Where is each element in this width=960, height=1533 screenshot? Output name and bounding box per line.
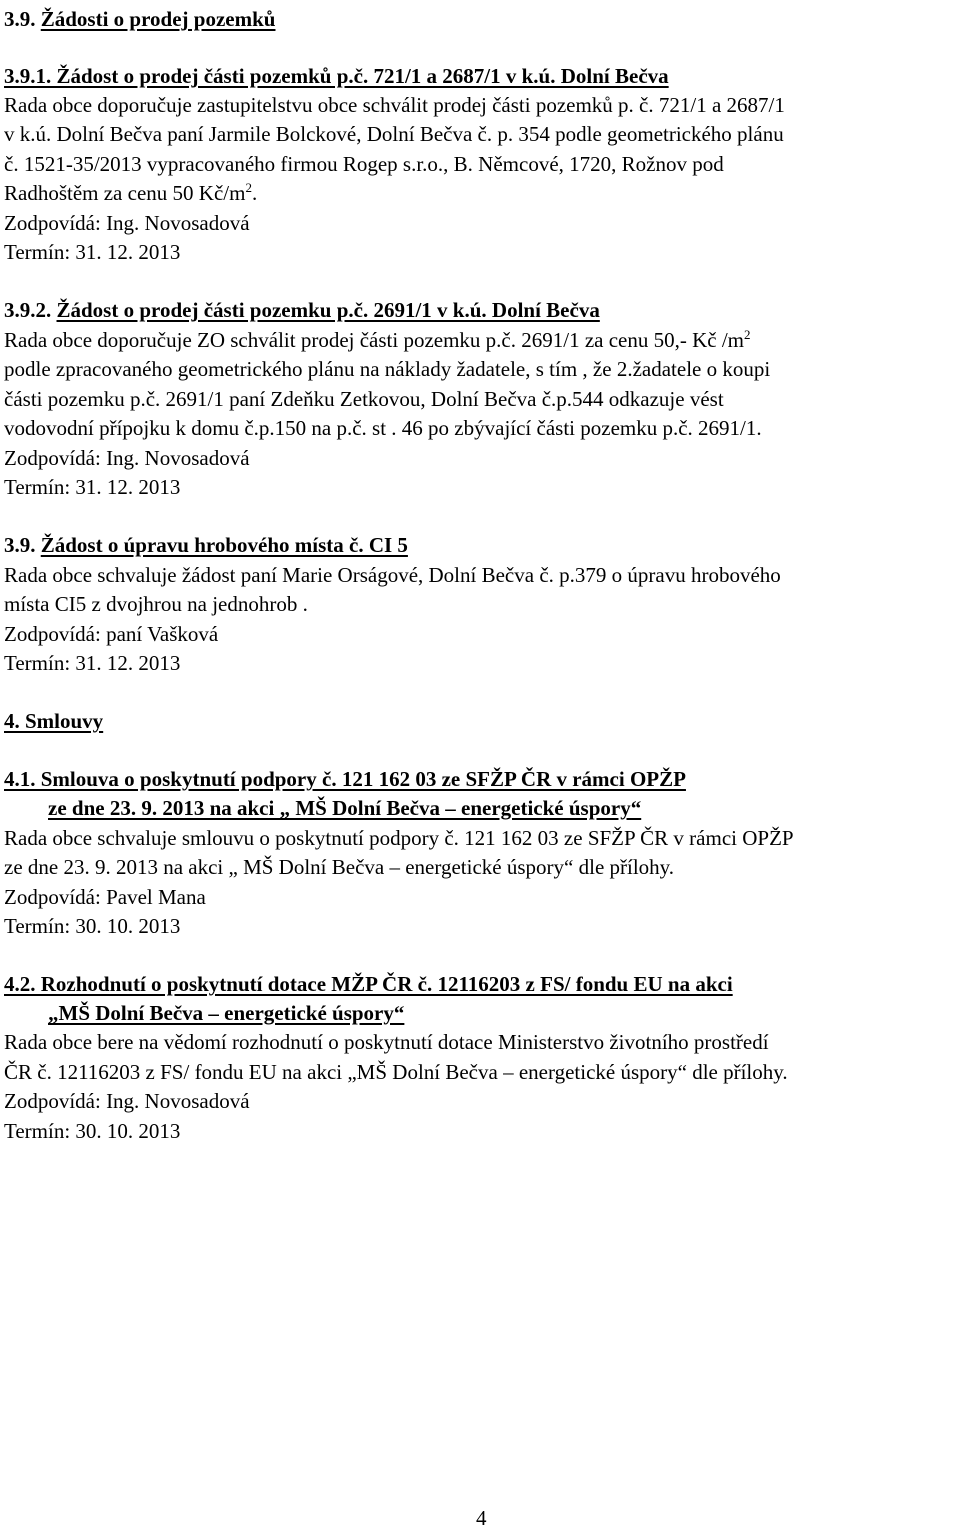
deadline-line: Termín: 30. 10. 2013 [4, 1119, 181, 1143]
paragraph-line: ČR č. 12116203 z FS/ fondu EU na akci „MŠ Dolní Bečva – energetické úspory“ dle přílohy. [4, 1060, 788, 1084]
section-4-1-heading: 4.1. Smlouva o poskytnutí podpory č. 121 162 03 ze SFŽP ČR v rámci OPŽP [4, 767, 686, 791]
paragraph-line: Radhoštěm za cenu 50 $Kč/m^2$. [4, 180, 258, 205]
section-4-heading: 4. Smlouvy [4, 709, 104, 733]
paragraph-line: v k.ú. Dolní Bečva paní Jarmile Bolckové, Dolní Bečva č. p. 354 podle geometrického plánu [4, 122, 784, 146]
paragraph-line: č. 1521-35/2013 vypracovaného firmou Rogep s.r.o., B. Němcové, 1720, Rožnov pod [4, 152, 724, 176]
section-3-9-1-heading: 3.9.1. Žádost o prodej části pozemků p.č. 721/1 a 2687/1 v k.ú. Dolní Bečva [4, 64, 669, 88]
paragraph-line: místa CI5 z dvojhrou na jednohrob . [4, 592, 308, 616]
paragraph-line: Rada obce schvaluje smlouvu o poskytnutí podpory č. 121 162 03 ze SFŽP ČR v rámci OPŽP [4, 826, 794, 850]
deadline-line: Termín: 31. 12. 2013 [4, 475, 181, 499]
responsible-line: Zodpovídá: Pavel Mana [4, 885, 206, 909]
paragraph-line: Rada obce bere na vědomí rozhodnutí o poskytnutí dotace Ministerstvo životního prostředí [4, 1030, 769, 1054]
deadline-line: Termín: 31. 12. 2013 [4, 240, 181, 264]
paragraph-line: Rada obce schvaluje žádost paní Marie Orságové, Dolní Bečva č. p.379 o úpravu hrobového [4, 563, 781, 587]
responsible-line: Zodpovídá: Ing. Novosadová [4, 1089, 250, 1113]
deadline-line: Termín: 31. 12. 2013 [4, 651, 181, 675]
responsible-line: Zodpovídá: Ing. Novosadová [4, 211, 250, 235]
paragraph-line: podle zpracovaného geometrického plánu na náklady žadatele, s tím , že 2.žadatele o koupi [4, 357, 771, 381]
paragraph-line: části pozemku p.č. 2691/1 paní Zdeňku Zetkovou, Dolní Bečva č.p.544 odkazuje vést [4, 387, 724, 411]
section-3-9-heading: 3.9. Žádosti o prodej pozemků [4, 7, 276, 31]
paragraph-line: vodovodní přípojku k domu č.p.150 na p.č. st . 46 po zbývající části pozemku p.č. 2691/1. [4, 416, 762, 440]
section-4-2-heading-cont: „MŠ Dolní Bečva – energetické úspory“ [48, 1001, 405, 1025]
paragraph-line: Rada obce doporučuje ZO schválit prodej části pozemku p.č. 2691/1 za cenu 50,- Kč $/m^2$ [4, 327, 751, 352]
paragraph-line: ze dne 23. 9. 2013 na akci „ MŠ Dolní Bečva – energetické úspory“ dle přílohy. [4, 855, 675, 879]
section-3-9-grave-heading: 3.9. Žádost o úpravu hrobového místa č. CI 5 [4, 533, 408, 557]
paragraph-line: Rada obce doporučuje zastupitelstvu obce schválit prodej části pozemků p. č. 721/1 a 2687/1 [4, 93, 785, 117]
responsible-line: Zodpovídá: Ing. Novosadová [4, 446, 250, 470]
responsible-line: Zodpovídá: paní Vašková [4, 622, 219, 646]
page-number: 4 [476, 1506, 487, 1530]
section-4-2-heading: 4.2. Rozhodnutí o poskytnutí dotace MŽP ČR č. 12116203 z FS/ fondu EU na akci [4, 972, 733, 996]
deadline-line: Termín: 30. 10. 2013 [4, 914, 181, 938]
section-4-1-heading-cont: ze dne 23. 9. 2013 na akci „ MŠ Dolní Bečva – energetické úspory“ [48, 796, 642, 820]
section-3-9-2-heading: 3.9.2. Žádost o prodej části pozemku p.č. 2691/1 v k.ú. Dolní Bečva [4, 298, 600, 322]
